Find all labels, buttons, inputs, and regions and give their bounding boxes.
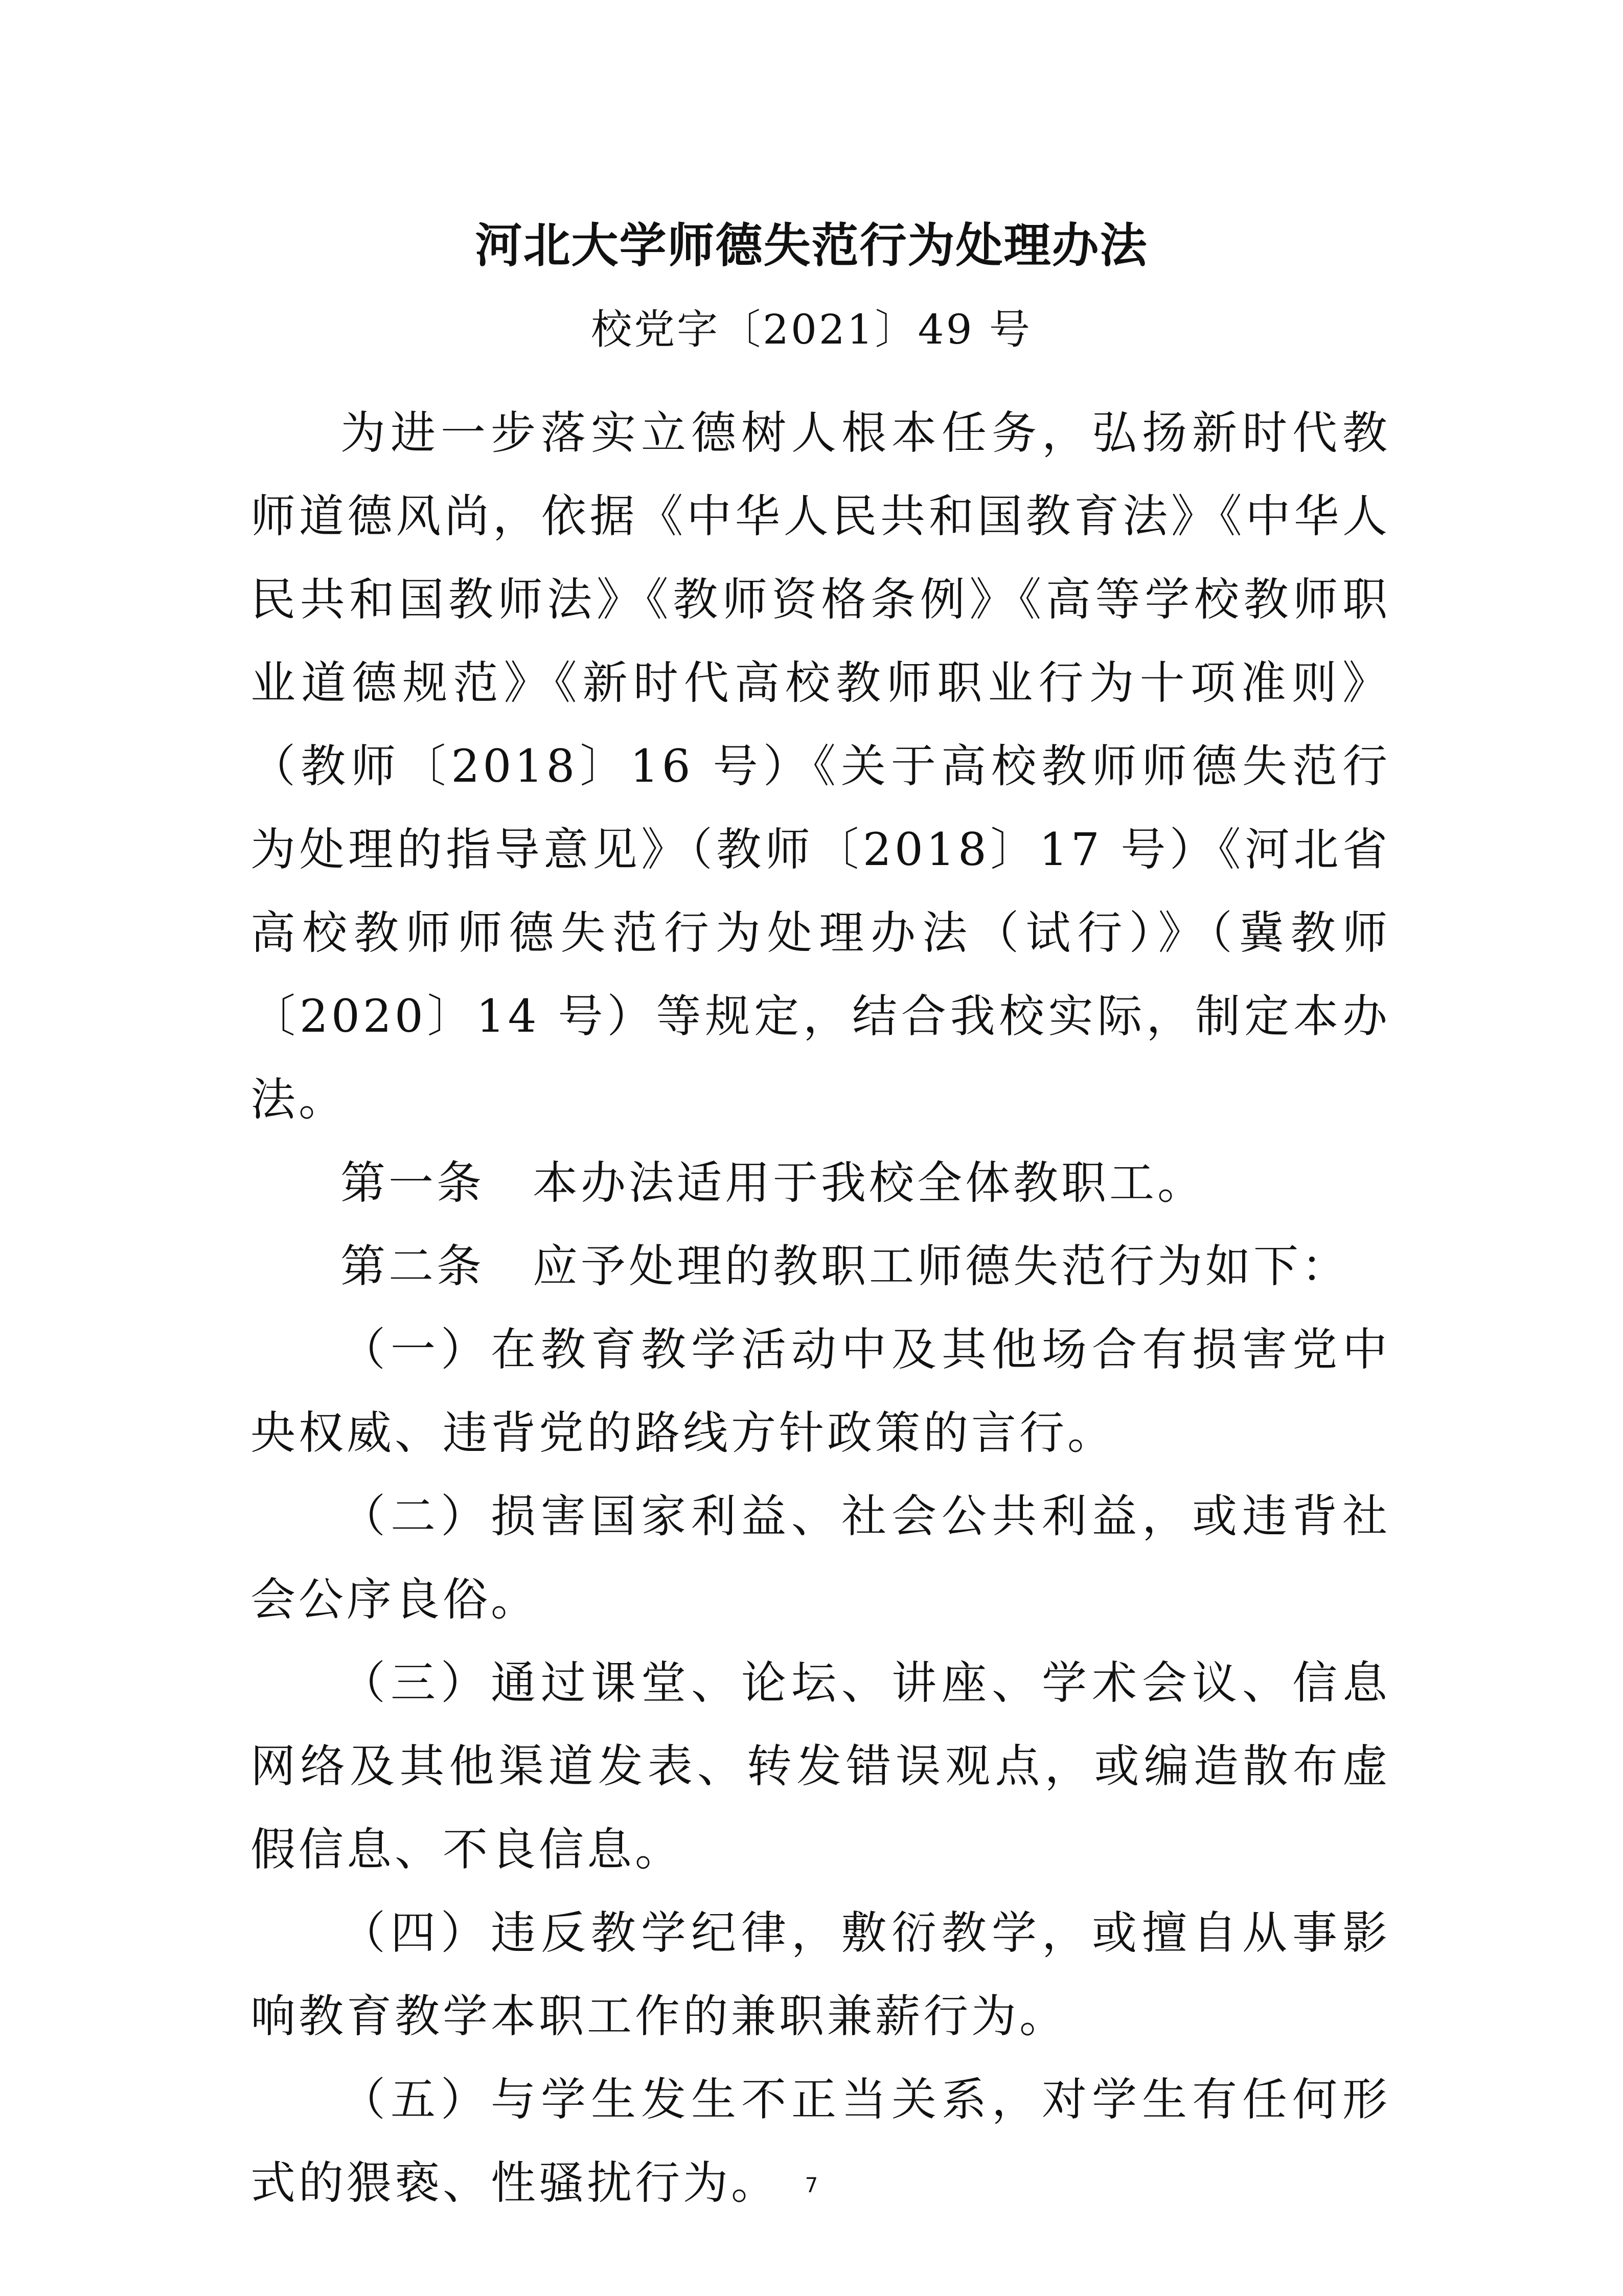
item-1-paragraph: （一）在教育教学活动中及其他场合有损害党中央权威、违背党的路线方针政策的言行。 [250,1323,1390,1459]
item-5-paragraph: （五）与学生发生不正当关系，对学生有任何形式的猥亵、性骚扰行为。 [250,2073,1390,2209]
document-body [250,391,1390,2224]
article-2-paragraph: 第二条 应予处理的教职工师德失范行为如下： [340,1240,1350,1292]
item-4-paragraph: （四）违反教学纪律，敷衍教学，或擅自从事影响教育教学本职工作的兼职兼薪行为。 [250,1906,1390,2042]
article-1-paragraph: 第一条 本办法适用于我校全体教职工。 [340,1156,1206,1209]
document-title: 河北大学师德失范行为处理办法 [475,218,1148,273]
document-number: 校党字〔2021〕49 号 [591,306,1032,353]
page-number: 7 [805,2174,818,2197]
item-3-paragraph: （三）通过课堂、论坛、讲座、学术会议、信息网络及其他渠道发表、转发错误观点，或编造散布虚假信息、不良信息。 [250,1656,1390,1876]
item-2-paragraph: （二）损害国家利益、社会公共利益，或违背社会公序良俗。 [250,1490,1390,1626]
preamble-paragraph: 为进一步落实立德树人根本任务，弘扬新时代教师道德风尚，依据《中华人民共和国教育法》《中华人民共和国教师法》《教师资格条例》《高等学校教师职业道德规范》《新时代高校教师职业行为十项准则》（教师〔2018〕16 号）《关于高校教师师德失范行为处理的指导意见》（教师〔2018〕17 号）《河北省高校教师师德失范行为处理办法（试行）》（冀教师〔2020〕14 号）等规定，结合我校实际，制定本办法。 [250,406,1390,1126]
